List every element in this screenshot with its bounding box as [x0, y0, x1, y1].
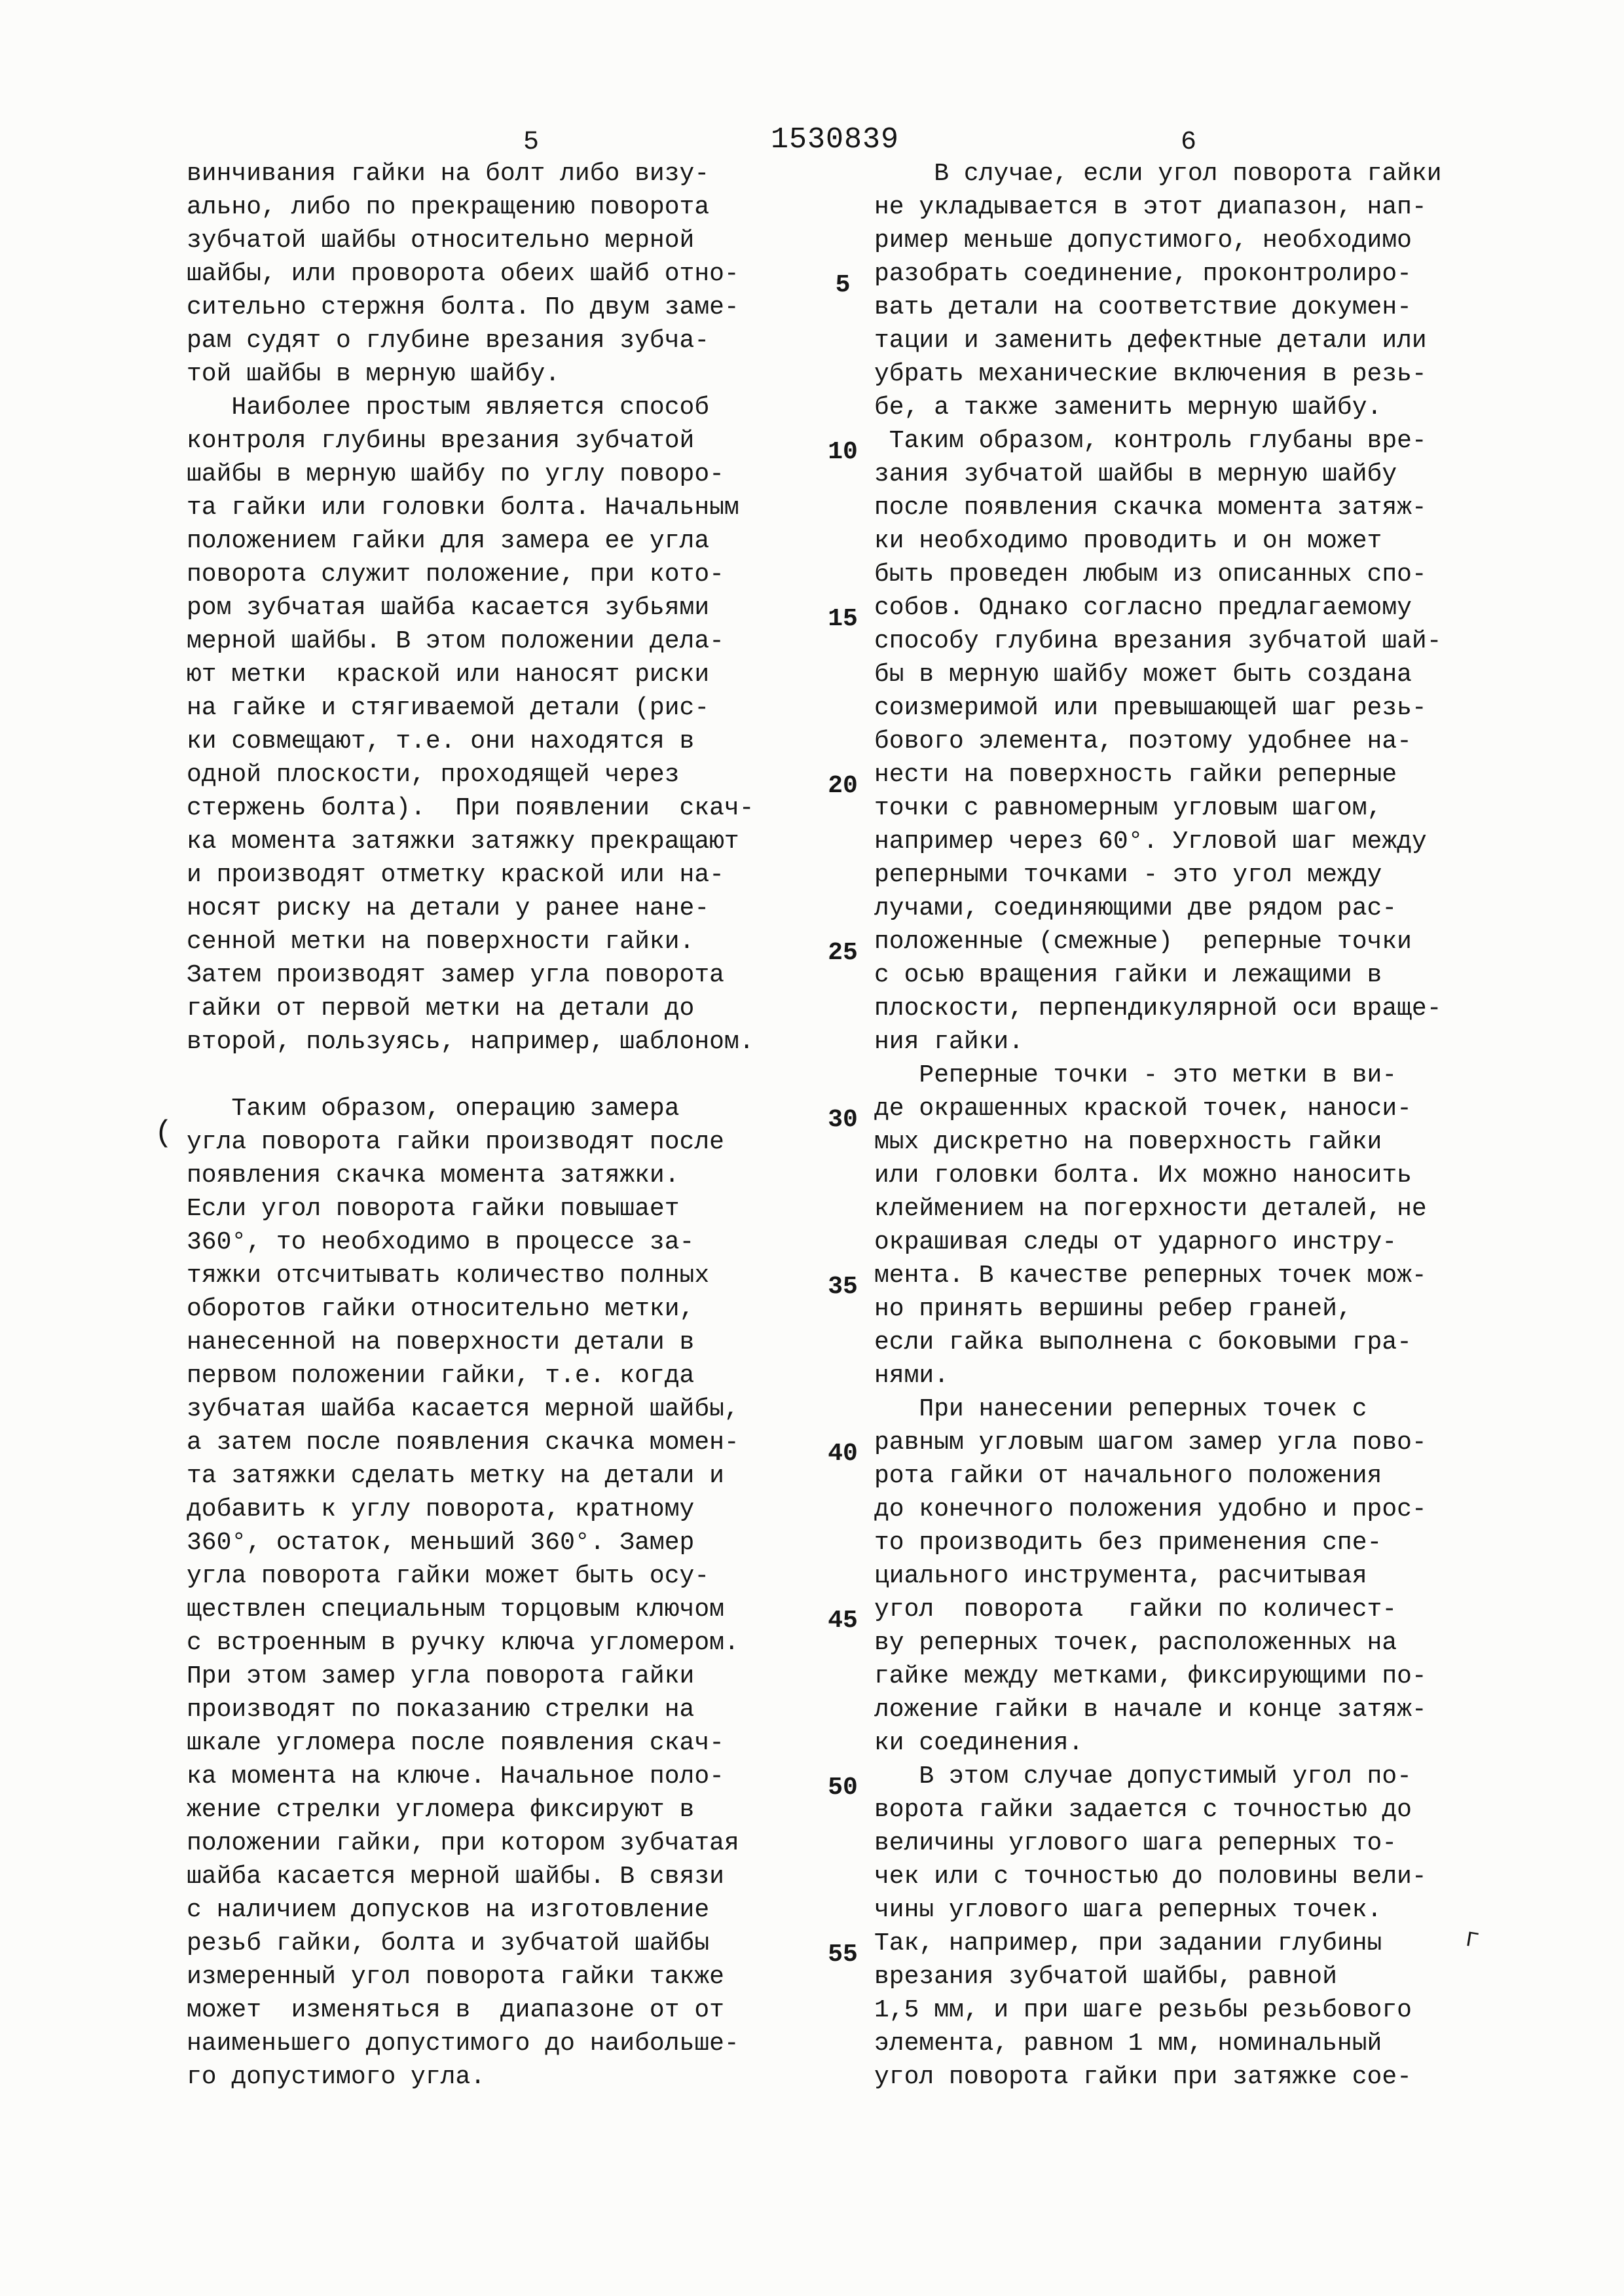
- text-line: наименьшего допустимого до наибольше-: [187, 2030, 739, 2058]
- line-number: 10: [828, 438, 858, 466]
- text-line: точки с равномерным угловым шагом,: [874, 794, 1382, 822]
- text-line: де окрашенных краской точек, наноси-: [874, 1095, 1412, 1123]
- text-line: стержень болта). При появлении скач-: [187, 794, 754, 822]
- text-line: та затяжки сделать метку на детали и: [187, 1462, 724, 1490]
- text-line: [187, 1059, 779, 1092]
- text-line: ществлен специальным торцовым ключом: [187, 1595, 724, 1624]
- text-line: 1,5 мм, и при шаге резьбы резьбового: [874, 1996, 1412, 2024]
- text-line: жение стрелки угломера фиксируют в: [187, 1796, 695, 1824]
- text-line: бе, а также заменить мерную шайбу.: [874, 393, 1382, 422]
- text-line: зания зубчатой шайбы в мерную шайбу: [874, 460, 1397, 488]
- text-line: чины углового шага реперных точек.: [874, 1896, 1382, 1924]
- text-line: Таким образом, операцию замера: [187, 1095, 680, 1123]
- text-line: лучами, соединяющими две рядом рас-: [874, 894, 1397, 922]
- text-line: При этом замер угла поворота гайки: [187, 1662, 695, 1690]
- text-line: Наиболее простым является способ: [187, 393, 710, 422]
- text-line: первом положении гайки, т.е. когда: [187, 1362, 695, 1390]
- text-line: положенные (смежные) реперные точки: [874, 928, 1412, 956]
- text-line: зубчатая шайба касается мерной шайбы,: [187, 1395, 739, 1423]
- text-line: резьб гайки, болта и зубчатой шайбы: [187, 1929, 710, 1958]
- text-line: тации и заменить дефектные детали или: [874, 327, 1427, 355]
- text-line: но принять вершины ребер граней,: [874, 1295, 1352, 1323]
- text-line: равным угловым шагом замер угла пово-: [874, 1429, 1427, 1457]
- text-line: циального инструмента, расчитывая: [874, 1562, 1367, 1590]
- text-line: с осью вращения гайки и лежащими в: [874, 961, 1382, 989]
- text-line: винчивания гайки на болт либо визу-: [187, 160, 710, 188]
- text-line: ворота гайки задается с точностью до: [874, 1796, 1412, 1824]
- right-text-column: [874, 157, 1477, 2094]
- text-line: го допустимого угла.: [187, 2063, 486, 2091]
- text-line: не укладывается в этот диапазон, нап-: [874, 193, 1427, 221]
- text-line: ложение гайки в начале и конце затяж-: [874, 1696, 1427, 1724]
- line-number: 15: [828, 605, 858, 633]
- text-line: гайке между метками, фиксирующими по-: [874, 1662, 1427, 1690]
- text-line: ву реперных точек, расположенных на: [874, 1629, 1397, 1657]
- text-line: мента. В качестве реперных точек мож-: [874, 1262, 1427, 1290]
- gutter-line-numbers: [804, 271, 881, 2107]
- text-line: реперными точками - это угол между: [874, 861, 1382, 889]
- text-line: клеймением на погерхности деталей, не: [874, 1195, 1427, 1223]
- line-number: 20: [828, 772, 858, 800]
- text-line: оборотов гайки относительно метки,: [187, 1295, 695, 1323]
- text-line: рам судят о глубине врезания зубча-: [187, 327, 710, 355]
- patent-number: 1530839: [770, 123, 900, 156]
- text-line: вать детали на соответствие докумен-: [874, 293, 1412, 321]
- text-line: может изменяться в диапазоне от от: [187, 1996, 724, 2024]
- text-line: положением гайки для замера ее угла: [187, 527, 710, 555]
- text-line: производят по показанию стрелки на: [187, 1696, 695, 1724]
- text-line: ки необходимо проводить и он может: [874, 527, 1382, 555]
- text-line: появления скачка момента затяжки.: [187, 1161, 680, 1190]
- line-number: 50: [828, 1774, 858, 1802]
- text-line: быть проведен любым из описанных спо-: [874, 560, 1427, 589]
- text-line: шайбы, или проворота обеих шайб отно-: [187, 260, 739, 288]
- line-number: 25: [828, 939, 858, 967]
- text-line: ка момента затяжки затяжку прекращают: [187, 828, 739, 856]
- text-line: носят риску на детали у ранее нане-: [187, 894, 710, 922]
- handwritten-correction-mark: Г: [1464, 1927, 1481, 1954]
- text-line: шайбы в мерную шайбу по углу поворо-: [187, 460, 724, 488]
- text-line: то производить без применения спе-: [874, 1529, 1382, 1557]
- line-number: 30: [828, 1106, 858, 1134]
- text-line: поворота служит положение, при кото-: [187, 560, 724, 589]
- text-line: после появления скачка момента затяж-: [874, 494, 1427, 522]
- text-line: угла поворота гайки может быть осу-: [187, 1562, 710, 1590]
- text-line: до конечного положения удобно и прос-: [874, 1495, 1427, 1523]
- text-line: тяжки отсчитывать количество полных: [187, 1262, 710, 1290]
- text-line: рота гайки от начального положения: [874, 1462, 1382, 1490]
- text-line: и производят отметку краской или на-: [187, 861, 724, 889]
- text-line: мерной шайбы. В этом положении дела-: [187, 627, 724, 655]
- text-line: сительно стержня болта. По двум заме-: [187, 293, 739, 321]
- text-line: убрать механические включения в резь-: [874, 360, 1427, 388]
- text-line: В случае, если угол поворота гайки: [874, 160, 1442, 188]
- margin-stray-mark: (: [155, 1116, 173, 1150]
- line-number: 45: [828, 1607, 858, 1635]
- text-line: например через 60°. Угловой шаг между: [874, 828, 1427, 856]
- text-line: элемента, равном 1 мм, номинальный: [874, 2030, 1382, 2058]
- text-line: ют метки краской или наносят риски: [187, 661, 710, 689]
- text-line: бового элемента, поэтому удобнее на-: [874, 727, 1412, 756]
- text-line: шайба касается мерной шайбы. В связи: [187, 1863, 724, 1891]
- text-line: При нанесении реперных точек с: [874, 1395, 1367, 1423]
- text-line: ка момента на ключе. Начальное поло-: [187, 1762, 724, 1791]
- line-number: 5: [835, 271, 851, 299]
- text-line: а затем после появления скачка момен-: [187, 1429, 739, 1457]
- text-line: с наличием допусков на изготовление: [187, 1896, 710, 1924]
- text-line: соизмеримой или превышающей шаг резь-: [874, 694, 1427, 722]
- text-line: врезания зубчатой шайбы, равной: [874, 1963, 1337, 1991]
- text-line: одной плоскости, проходящей через: [187, 761, 680, 789]
- text-line: или головки болта. Их можно наносить: [874, 1161, 1412, 1190]
- text-line: шкале угломера после появления скач-: [187, 1729, 724, 1757]
- text-line: с встроенным в ручку ключа угломером.: [187, 1629, 739, 1657]
- text-line: зубчатой шайбы относительно мерной: [187, 227, 695, 255]
- text-line: 360°, остаток, меньший 360°. Замер: [187, 1529, 695, 1557]
- text-line: ки соединения.: [874, 1729, 1084, 1757]
- text-line: нести на поверхность гайки реперные: [874, 761, 1397, 789]
- text-line: чек или с точностью до половины вели-: [874, 1863, 1427, 1891]
- text-line: ки совмещают, т.е. они находятся в: [187, 727, 695, 756]
- text-line: окрашивая следы от ударного инстру-: [874, 1228, 1397, 1256]
- text-line: Реперные точки - это метки в ви-: [874, 1061, 1397, 1089]
- text-line: Так, например, при задании глубины: [874, 1929, 1382, 1958]
- text-line: угол поворота гайки по количест-: [874, 1595, 1397, 1624]
- text-line: величины углового шага реперных то-: [874, 1829, 1397, 1857]
- text-line: 360°, то необходимо в процессе за-: [187, 1228, 695, 1256]
- text-line: второй, пользуясь, например, шаблоном.: [187, 1028, 754, 1056]
- text-line: измеренный угол поворота гайки также: [187, 1963, 724, 1991]
- text-line: ния гайки.: [874, 1028, 1024, 1056]
- text-line: разобрать соединение, проконтролиро-: [874, 260, 1412, 288]
- text-line: сенной метки на поверхности гайки.: [187, 928, 695, 956]
- text-line: собов. Однако согласно предлагаемому: [874, 594, 1412, 622]
- text-line: угол поворота гайки при затяжке сое-: [874, 2063, 1412, 2091]
- text-line: мых дискретно на поверхность гайки: [874, 1128, 1382, 1156]
- text-line: плоскости, перпендикулярной оси враще-: [874, 994, 1442, 1023]
- line-number: 35: [828, 1273, 858, 1301]
- line-number: 40: [828, 1440, 858, 1468]
- text-line: В этом случае допустимый угол по-: [874, 1762, 1412, 1791]
- text-line: нанесенной на поверхности детали в: [187, 1328, 695, 1357]
- text-line: бы в мерную шайбу может быть создана: [874, 661, 1412, 689]
- text-line: Затем производят замер угла поворота: [187, 961, 724, 989]
- text-line: нями.: [874, 1362, 950, 1390]
- text-line: способу глубина врезания зубчатой шай-: [874, 627, 1442, 655]
- text-line: на гайке и стягиваемой детали (рис-: [187, 694, 710, 722]
- text-line: угла поворота гайки производят после: [187, 1128, 724, 1156]
- left-column-page-number: 5: [523, 128, 539, 157]
- text-line: ально, либо по прекращению поворота: [187, 193, 710, 221]
- text-line: Если угол поворота гайки повышает: [187, 1195, 680, 1223]
- text-line: если гайка выполнена с боковыми гра-: [874, 1328, 1412, 1357]
- text-line: положении гайки, при котором зубчатая: [187, 1829, 739, 1857]
- text-line: добавить к углу поворота, кратному: [187, 1495, 695, 1523]
- text-line: Таким образом, контроль глубаны вре-: [874, 427, 1427, 455]
- left-text-column: [187, 157, 779, 2094]
- text-line: контроля глубины врезания зубчатой: [187, 427, 695, 455]
- text-line: той шайбы в мерную шайбу.: [187, 360, 561, 388]
- text-line: гайки от первой метки на детали до: [187, 994, 695, 1023]
- text-line: та гайки или головки болта. Начальным: [187, 494, 739, 522]
- line-number: 55: [828, 1941, 858, 1969]
- text-line: ром зубчатая шайба касается зубьями: [187, 594, 710, 622]
- text-line: ример меньше допустимого, необходимо: [874, 227, 1412, 255]
- right-column-page-number: 6: [1180, 128, 1196, 157]
